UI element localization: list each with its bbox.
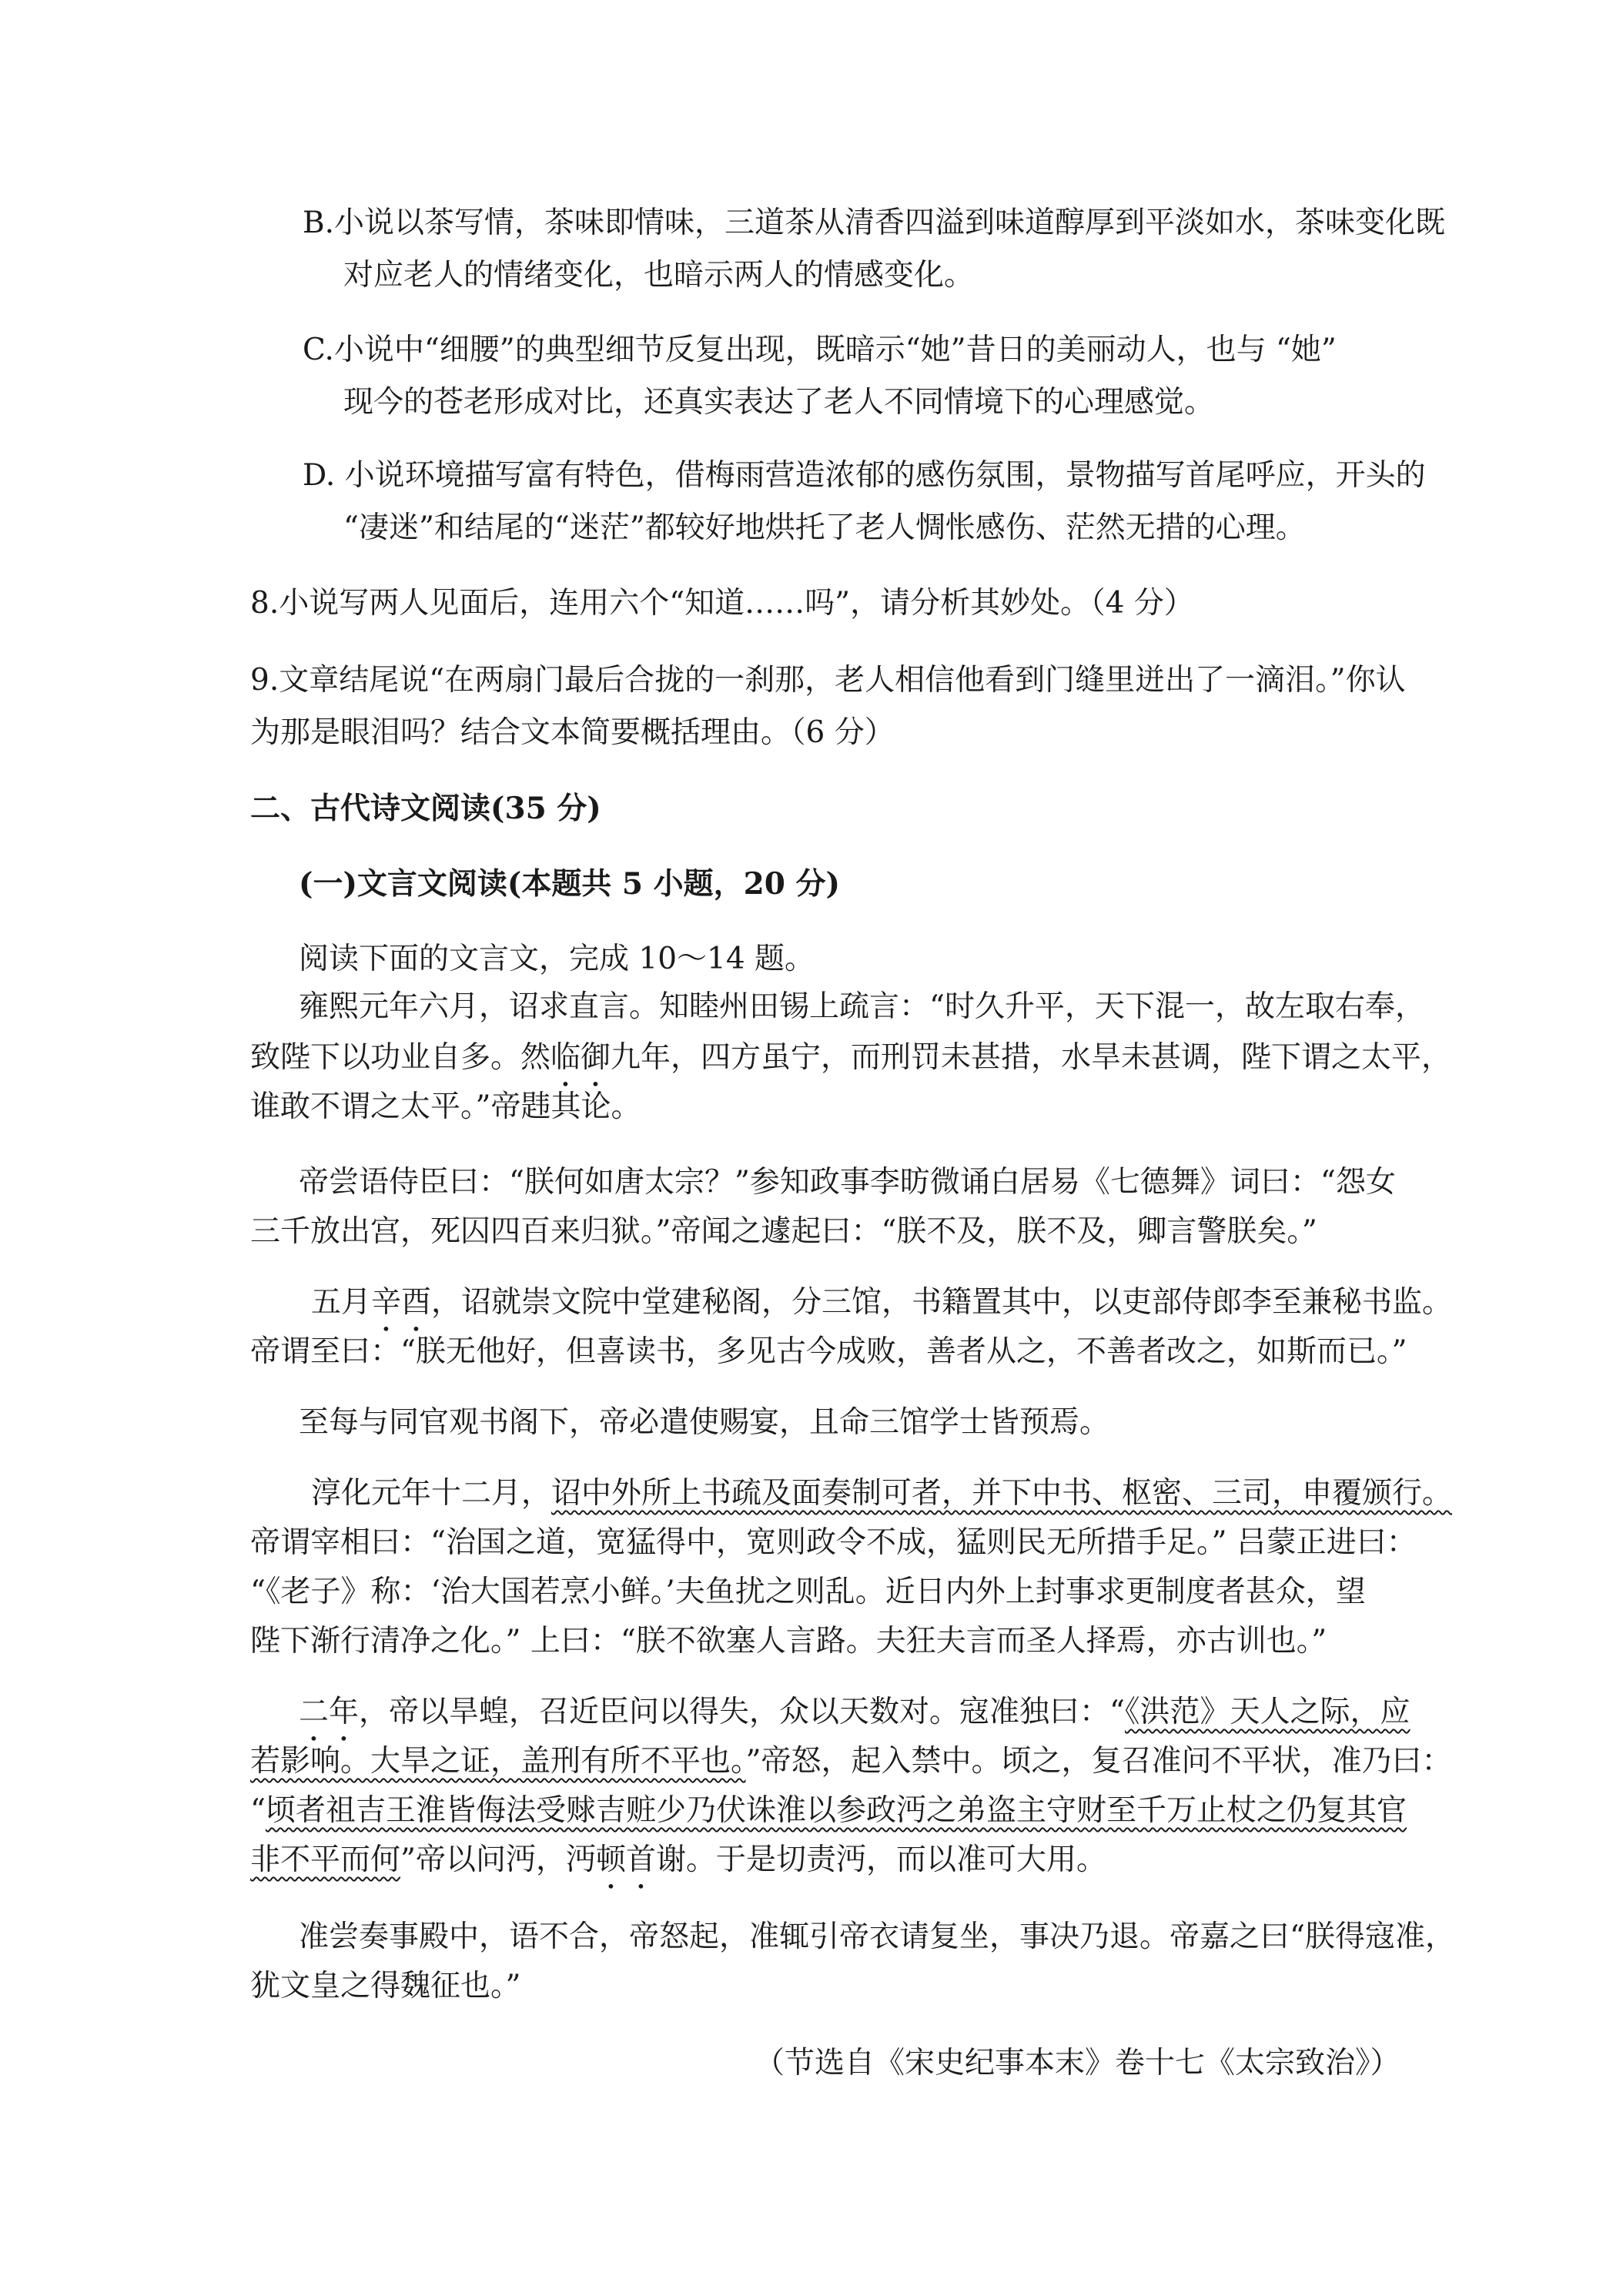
option-c-line1: C.小说中“细腰”的典型细节反复出现，既暗示“她”昔日的美丽动人，也与 “她” xyxy=(303,333,1337,367)
passage-p6-line4: 非不平而何”帝以问沔，沔顿首谢。于是切责沔，而以准可大用。 xyxy=(250,1842,1106,1877)
emphasis-word: 顿首 xyxy=(595,1842,656,1877)
passage-p1-line1: 雍熙元年六月，诏求直言。知睦州田锡上疏言：“时久升平，天下混一，故左取右奉， xyxy=(299,989,1425,1024)
option-c-line2: 现今的苍老形成对比，还真实表达了老人不同情境下的心理感觉。 xyxy=(343,385,1215,420)
instruction: 阅读下面的文言文，完成 10～14 题。 xyxy=(299,942,815,976)
passage-p3-line1: 五月辛酉，诏就崇文院中堂建秘阁，分三馆，书籍置其中，以吏部侍郎李至兼秘书监。 xyxy=(311,1285,1453,1320)
passage-p7-line1: 准尝奏事殿中，语不合，帝怒起，准辄引帝衣请复坐，事决乃退。帝嘉之曰“朕得寇准， xyxy=(299,1919,1455,1954)
underlined-sentence: 诏中外所上书疏及面奏制可者，并下中书、枢密、三司，申覆颁行。 xyxy=(551,1476,1453,1511)
option-b-line2: 对应老人的情绪变化，也暗示两人的情感变化。 xyxy=(343,258,975,293)
subsection-heading: (一)文言文阅读(本题共 5 小题，20 分) xyxy=(299,866,840,902)
option-b-line1: B.小说以茶写情，茶味即情味，三道茶从清香四溢到味道醇厚到平淡如水，茶味变化既 xyxy=(303,206,1446,240)
passage-p5-line3: “《老子》称：‘治大国若烹小鲜。’夫鱼扰之则乱。近日内外上封事求更制度者甚众，望 xyxy=(250,1575,1366,1609)
underlined-sentence: 顷者祖吉王淮皆侮法受赇吉赃少乃伏诛淮以参政沔之弟盗主守财至千万止杖之仍复其官 xyxy=(265,1793,1407,1828)
question-8: 8.小说写两人见面后，连用六个“知道……吗”，请分析其妙处。（4 分） xyxy=(250,586,1194,621)
underlined-sentence: 若影响。大旱之证，盖刑有所不平也。 xyxy=(250,1744,746,1779)
passage-p5-line2: 帝谓宰相曰：“治国之道，宽猛得中，宽则政令不成，猛则民无所措手足。” 吕蒙正进曰： xyxy=(250,1525,1417,1560)
passage-p6-line2: 若影响。大旱之证，盖刑有所不平也。”帝怒，起入禁中。顷之，复召准问不平状，准乃曰： xyxy=(250,1744,1452,1779)
passage-p7-line2: 犹文皇之得魏征也。” xyxy=(250,1969,521,2003)
source-citation: （节选自《宋史纪事本末》卷十七《太宗致治》） xyxy=(755,2046,1400,2080)
underlined-sentence: 非不平而何 xyxy=(250,1842,401,1877)
passage-p2-line2: 三千放出宫，死囚四百来归狱。”帝闻之遽起曰：“朕不及，朕不及，卿言警朕矣。” xyxy=(250,1214,1317,1249)
passage-p6-line1: 二年，帝以旱蝗，召近臣问以得失，众以天数对。寇准独曰：“《洪范》天人之际，应 xyxy=(299,1695,1411,1729)
emphasis-word: 临御 xyxy=(550,1040,611,1075)
passage-p3-line2: 帝谓至曰：“朕无他好，但喜读书，多见古今成败，善者从之，不善者改之，如斯而已。” xyxy=(250,1334,1407,1369)
passage-p5-line1: 淳化元年十二月，诏中外所上书疏及面奏制可者，并下中书、枢密、三司，申覆颁行。 xyxy=(311,1476,1453,1511)
section-heading: 二、古代诗文阅读(35 分) xyxy=(250,791,601,826)
passage-p1-line2: 致陛下以功业自多。然临御九年，四方虽宁，而刑罚未甚措，水旱未甚调，陛下谓之太平， xyxy=(250,1040,1452,1075)
passage-p6-line3: “顷者祖吉王淮皆侮法受赇吉赃少乃伏诛淮以参政沔之弟盗主守财至千万止杖之仍复其官 xyxy=(250,1793,1407,1828)
underlined-sentence: 《洪范》天人之际，应 xyxy=(1124,1695,1411,1729)
passage-p5-line4: 陛下渐行清净之化。” 上曰：“朕不欲塞人言路。夫狂夫言而圣人择焉，亦古训也。” xyxy=(250,1624,1327,1658)
option-d-line2: “凄迷”和结尾的“迷茫”都较好地烘托了老人惆怅感伤、茫然无措的心理。 xyxy=(343,510,1306,545)
emphasis-word: 二年 xyxy=(299,1695,360,1729)
option-d-line1: D. 小说环境描写富有特色，借梅雨营造浓郁的感伤氛围，景物描写首尾呼应，开头的 xyxy=(303,458,1426,493)
passage-p4: 至每与同官观书阁下，帝必遣使赐宴，且命三馆学士皆预焉。 xyxy=(299,1405,1110,1440)
question-9-line2: 为那是眼泪吗？结合文本简要概括理由。（6 分） xyxy=(250,715,895,750)
emphasis-word: 辛酉 xyxy=(371,1285,432,1320)
passage-p1-line3: 谁敢不谓之太平。”帝韪其论。 xyxy=(250,1089,641,1124)
question-9-line1: 9.文章结尾说“在两扇门最后合拢的一刹那，老人相信他看到门缝里迸出了一滴泪。”你认 xyxy=(250,663,1406,698)
passage-p2-line1: 帝尝语侍臣曰：“朕何如唐太宗？”参知政事李昉微诵白居易《七德舞》词曰：“怨女 xyxy=(299,1165,1396,1200)
